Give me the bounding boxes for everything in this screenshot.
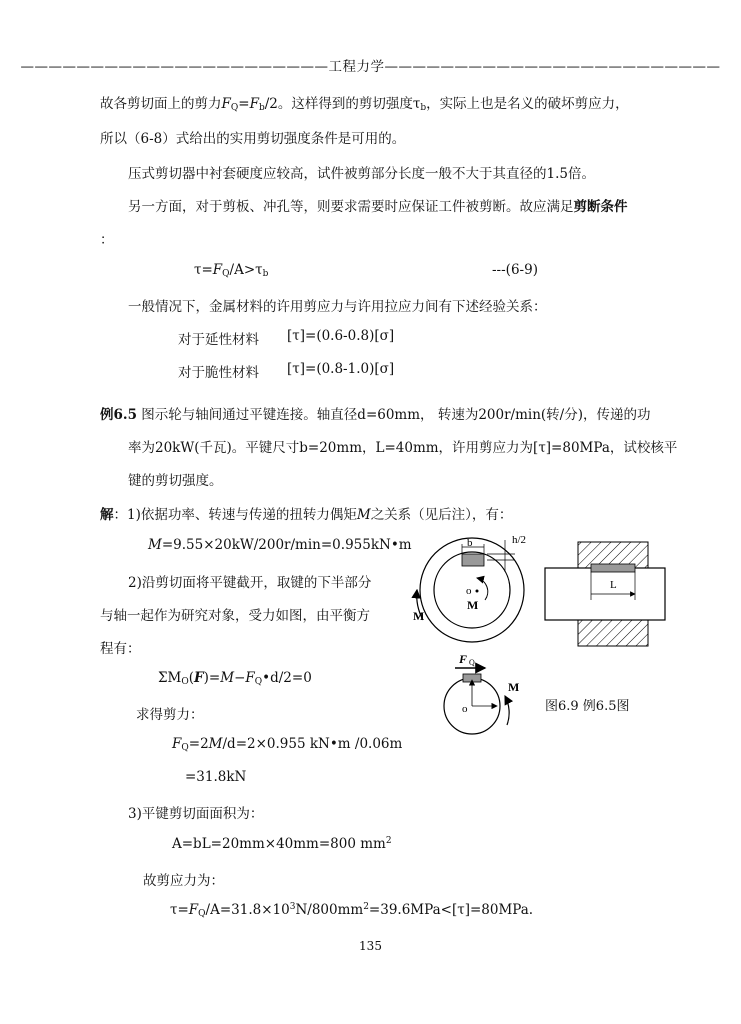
para4: 一般情况下，金属材料的许用剪应力与许用拉应力间有下述经验关系： <box>128 299 547 315</box>
para3-colon: ： <box>100 232 114 248</box>
symbol: F <box>249 96 259 112</box>
formula-6-9 <box>194 262 268 279</box>
section-view <box>545 542 665 646</box>
equation-stress <box>170 902 533 919</box>
text: 之关系（见后注），有： <box>370 507 513 523</box>
hub-bottom <box>578 620 648 646</box>
bold-term: 剪断条件 <box>573 199 628 215</box>
label-b: b <box>467 537 473 549</box>
shear-result: =31.8kN <box>185 769 247 785</box>
example-line1 <box>100 403 651 423</box>
text: − <box>234 670 246 686</box>
running-header: ——————————————————————工程力学———————————————————————— <box>20 59 721 75</box>
text: =39.6MPa<[τ]=80MPa. <box>368 902 534 918</box>
text: τ= <box>170 902 189 918</box>
symbol: M <box>356 507 371 523</box>
label-FQ-sub: Q <box>469 658 475 667</box>
text: /2。这样得到的剪切强度τ <box>264 96 421 112</box>
stress-text: 故剪应力为： <box>143 873 224 889</box>
force-diagram <box>444 652 519 734</box>
text: N/800mm <box>295 902 364 918</box>
ductile-formula: [τ]=(0.6-0.8)[σ] <box>287 328 395 344</box>
text: /A=31.8×10 <box>205 902 290 918</box>
subscript: O <box>181 677 189 687</box>
text: /d=2×0.955 kN•m /0.06m <box>222 736 403 752</box>
symbol: M <box>148 537 162 553</box>
equation-area <box>172 836 392 852</box>
equation-moment <box>148 537 412 553</box>
shear-force-text: 求得剪力： <box>136 707 204 723</box>
text: •d/2=0 <box>262 670 312 686</box>
ductile-label: 对于延性材料 <box>178 332 259 348</box>
label-h2: h/2 <box>512 534 527 546</box>
text: 故各剪切面上的剪力 <box>100 96 222 112</box>
example-label: 例6.5 <box>100 407 137 423</box>
label-L: L <box>610 579 617 591</box>
symbol: F <box>194 670 204 686</box>
text: = <box>238 96 250 112</box>
symbol: F <box>172 736 182 752</box>
label-o: o <box>466 585 472 597</box>
para3 <box>128 195 628 215</box>
para2: 压式剪切器中衬套硬度应较高，试件被剪部分长度一般不大于其直径的1.5倍。 <box>128 166 595 182</box>
solution-label: 解 <box>100 507 114 523</box>
step2-line1: 2)沿剪切面将平键截开，取键的下半部分 <box>128 575 372 591</box>
symbol: F <box>212 262 223 278</box>
label-M-outer: M <box>413 609 425 623</box>
key <box>462 554 484 566</box>
text: ，实际上也是名义的破坏剪应力， <box>426 96 629 112</box>
superscript: 3 <box>289 902 296 912</box>
equation-equilibrium <box>158 670 312 687</box>
subscript: b <box>258 103 265 113</box>
subscript: Q <box>230 103 239 113</box>
text: 图示轮与轴间通过平键连接。轴直径d=60mm， 转速为200r/min(转/分)，传递的功 <box>141 407 651 423</box>
label-M: M <box>467 598 479 612</box>
example-line3: 键的剪切强度。 <box>128 473 223 489</box>
text: A=bL=20mm×40mm=800 mm <box>172 836 386 852</box>
para1-line2: 所以（6-8）式给出的实用剪切强度条件是可用的。 <box>100 131 406 147</box>
superscript: 2 <box>385 836 392 846</box>
solution-line1 <box>100 503 512 523</box>
superscript: 2 <box>363 902 369 912</box>
brittle-label: 对于脆性材料 <box>178 365 259 381</box>
text: 另一方面，对于剪板、冲孔等，则要求需要时应保证工件被剪断。故应满足 <box>128 199 574 215</box>
symbol: F <box>188 902 199 918</box>
label-o-bottom: o <box>462 703 468 715</box>
symbol: M <box>208 736 223 752</box>
text: τ= <box>194 262 213 278</box>
example-line2: 率为20kW(千瓦)。平键尺寸b=20mm，L=40mm，许用剪应力为[τ]=80MPa，试校核平 <box>128 440 678 456</box>
text: ：1)依据功率、转速与传递的扭转力偶矩 <box>113 507 357 523</box>
subscript: Q <box>198 909 206 919</box>
figure-caption: 图6.9 例6.5图 <box>545 699 630 714</box>
symbol: F <box>245 670 255 686</box>
subscript: Q <box>254 677 263 687</box>
text: ΣM <box>158 670 182 686</box>
figure-6-9 <box>405 530 675 740</box>
label-M-bottom: M <box>508 680 520 694</box>
text: /A>τ <box>229 262 263 278</box>
symbol: M <box>220 670 235 686</box>
wheel-outer <box>420 538 524 642</box>
text: =2 <box>188 736 209 752</box>
wheel-shaft-view <box>413 534 526 642</box>
text: )= <box>203 670 221 686</box>
brittle-formula: [τ]=(0.8-1.0)[σ] <box>287 361 395 377</box>
subscript: b <box>420 103 427 113</box>
step2-line3: 程有： <box>100 641 141 657</box>
label-FQ: F <box>459 652 468 666</box>
para1-line1 <box>100 92 629 113</box>
step3-text: 3)平键剪切面面积为： <box>128 806 264 822</box>
text: ( <box>188 670 195 686</box>
step2-line2: 与轴一起作为研究对象，受力如图，由平衡方 <box>100 608 370 624</box>
subscript: b <box>262 269 269 279</box>
text: =9.55×20kW/200r/min=0.955kN•m <box>161 537 412 553</box>
formula-number: ---(6-9) <box>492 262 538 278</box>
subscript: Q <box>181 743 189 753</box>
subscript: Q <box>222 269 230 279</box>
key-section <box>591 564 635 572</box>
equation-shear <box>172 736 402 753</box>
symbol: F <box>221 96 231 112</box>
page-number: 135 <box>359 939 382 953</box>
